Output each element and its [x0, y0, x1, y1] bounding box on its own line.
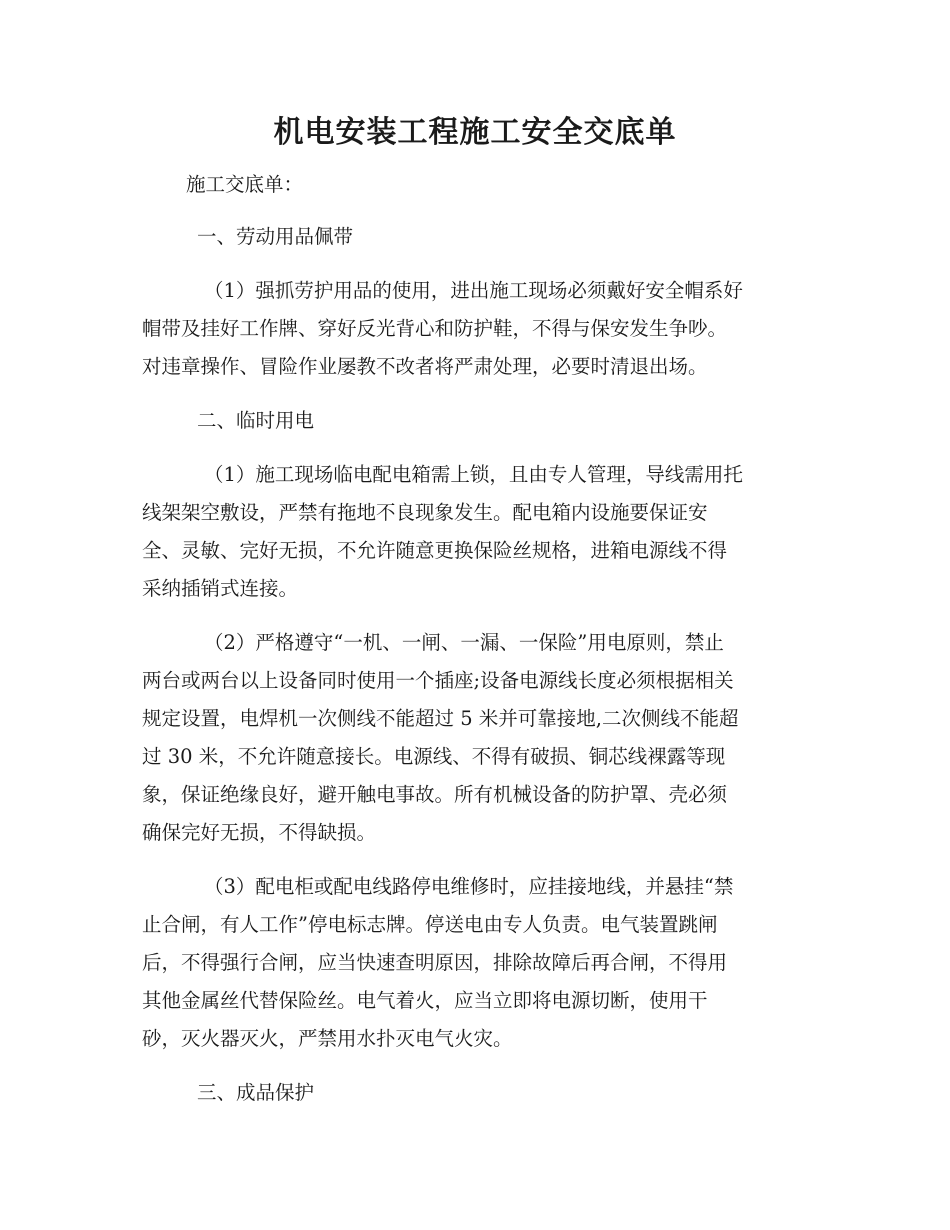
section-heading: 二、临时用电 [197, 409, 315, 432]
paragraph-line: 帽带及挂好工作牌、穿好反光背心和防护鞋，不得与保安发生争吵。 [142, 317, 728, 340]
intro-label: 施工交底单： [186, 173, 304, 196]
section-heading: 三、成品保护 [197, 1081, 315, 1104]
paragraph-line: 其他金属丝代替保险丝。电气着火，应当立即将电源切断，使用干 [142, 989, 708, 1012]
paragraph [142, 272, 808, 386]
paragraph-line: 对违章操作、冒险作业屡教不改者将严肃处理，必要时清退出场。 [142, 355, 708, 378]
paragraph-line: 两台或两台以上设备同时使用一个插座;设备电源线长度必须根据相关 [142, 669, 734, 692]
paragraph-line: 过 30 米，不允许随意接长。电源线、不得有破损、铜芯线裸露等现 [142, 745, 726, 768]
paragraph-line: （2）严格遵守“一机、一闸、一漏、一保险”用电原则，禁止 [204, 631, 724, 654]
paragraph-line: （3）配电柜或配电线路停电维修时，应挂接地线，并悬挂“禁 [204, 875, 734, 898]
section-heading: 一、劳动用品佩带 [197, 225, 354, 248]
paragraph [142, 456, 808, 608]
paragraph-line: 全、灵敏、完好无损，不允许随意更换保险丝规格，进箱电源线不得 [142, 539, 728, 562]
paragraph-line: 后，不得强行合闸，应当快速查明原因，排除故障后再合闸，不得用 [142, 951, 728, 974]
paragraph-line: 采纳插销式连接。 [142, 577, 299, 600]
paragraph-line: 规定设置，电焊机一次侧线不能超过 5 米并可靠接地,二次侧线不能超 [142, 707, 739, 730]
paragraph-line: （1）施工现场临电配电箱需上锁，且由专人管理，导线需用托 [204, 463, 743, 486]
document-title: 机电安装工程施工安全交底单 [273, 115, 677, 150]
paragraph-line: （1）强抓劳护用品的使用，进出施工现场必须戴好安全帽系好 [204, 279, 743, 302]
document-page [142, 108, 808, 1128]
paragraph-line: 止合闸，有人工作”停电标志牌。停送电由专人负责。电气装置跳闸 [142, 913, 718, 936]
paragraph-line: 砂，灭火器灭火，严禁用水扑灭电气火灾。 [142, 1027, 513, 1050]
paragraph-line: 线架架空敷设，严禁有拖地不良现象发生。配电箱内设施要保证安 [142, 501, 708, 524]
paragraph-line: 象，保证绝缘良好，避开触电事故。所有机械设备的防护罩、壳必须 [142, 783, 728, 806]
paragraph-line: 确保完好无损，不得缺损。 [142, 821, 377, 844]
paragraph [142, 868, 808, 1058]
paragraph [142, 624, 808, 852]
